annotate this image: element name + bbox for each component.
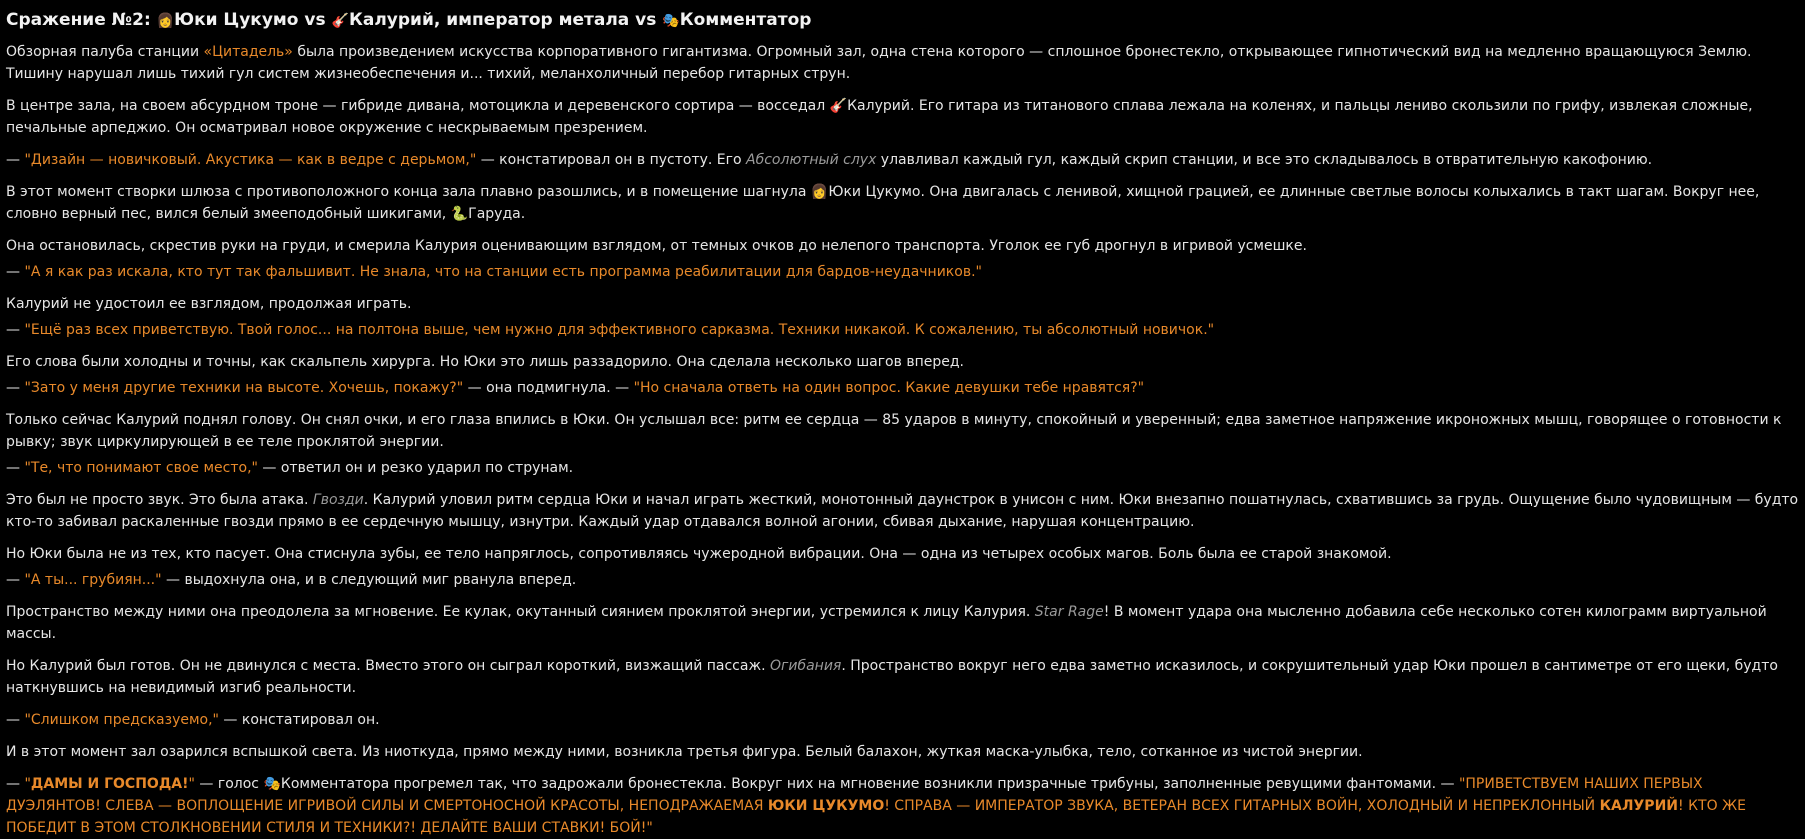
quote-mark: " [24,776,31,792]
text: — голос [194,776,264,792]
quote: ! СПРАВА — ИМПЕРАТОР ЗВУКА, ВЕТЕРАН ВСЕХ ГИТАРНЫХ ВОЙН, ХОЛОДНЫЙ И НЕПРЕКЛОННЫЙ [884,798,1600,814]
text: Комментатора прогремел так, что задрожали бронестекла. Вокруг них на мгновение возникли призрачные трибуны, заполненные ревущими фантомами. — [280,776,1459,792]
quote: "Зато у меня другие техники на высоте. Хочешь, покажу?" [24,380,464,396]
paragraph-15 [6,569,1799,591]
title-name-commentator: Комментатор [679,10,812,30]
text: — констатировал он. [218,712,380,728]
text: Калурий. Его гитара из титанового сплава лежала на коленях, и пальцы лениво скользили по грифу, извлекая сложные, печальные арпеджио. Он осматривал новое окружение с нескрываемым презрением. [6,98,1753,136]
snake-emoji-icon: 🐍 [450,206,469,222]
quote: "А я как раз искала, кто тут так фальшивит. Не знала, что на станции есть программа реабилитации для бардов-неудачников." [24,264,982,280]
text: В этот момент створки шлюза с противоположного конца зала плавно разошлись, и в помещение шагнула [6,184,811,200]
text: Но Калурий был готов. Он не двинулся с места. Вместо этого он сыграл короткий, визжащий пассаж. [6,658,770,674]
dash: — [6,380,25,396]
text: Это был не просто звук. Это была атака. [6,492,313,508]
text: И в этот момент зал озарился вспышкой света. Из ниоткуда, прямо между ними, возникла третья фигура. Белый балахон, жуткая маска-улыбка, тело, сотканное из чистой энергии. [6,744,1363,760]
text: В центре зала, на своем абсурдном троне — гибриде дивана, мотоцикла и деревенского сортира — восседал [6,98,830,114]
text: Только сейчас Калурий поднял голову. Он снял очки, и его глаза впились в Юки. Он услышал все: ритм ее сердца — 85 ударов в минуту, спокойный и уверенный; едва заметное напряжение икроножных мышц, говорящее о готовности к рывку; звук циркулирующей в ее теле проклятой энергии. [6,412,1782,450]
paragraph-17 [6,655,1799,699]
paragraph-16 [6,601,1799,645]
text: Пространство между ними она преодолела за мгновение. Ее кулак, окутанный сиянием проклятой энергии, устремился к лицу Калурия. [6,604,1035,620]
quote: "ПРИВЕТСТВУЕМ НАШИХ ПЕРВЫХ ДУЭЛЯНТОВ! СЛЕВА — ВОПЛОЩЕНИЕ ИГРИВОЙ СИЛЫ И СМЕРТОНОСНОЙ КРАСОТЫ, НЕПОДРАЖАЕМАЯ [6,776,1703,814]
guitar-emoji-icon: 🎸 [829,98,848,114]
dash: — [6,460,25,476]
paragraph-11 [6,409,1799,453]
text: Гаруда. [468,206,526,222]
paragraph-12 [6,457,1799,479]
text: Она остановилась, скрестив руки на груди, и смерила Калурия оценивающим взглядом, от темных очков до нелепого транспорта. Уголок ее губ дрогнул в игривой усмешке. [6,238,1307,254]
text: — ответил он и резко ударил по струнам. [257,460,574,476]
text: . Пространство вокруг него едва заметно исказилось, и сокрушительный удар Юки прошел в сантиметре от его щеки, будто наткнувшись на невидимый изгиб реальности. [6,658,1778,696]
dash: — [6,712,25,728]
title-name-kaluriy: Калурий, император метала [348,10,630,30]
quote: ! КТО ЖЕ ПОБЕДИТ В ЭТОМ СТОЛКНОВЕНИИ СТИЛЯ И ТЕХНИКИ?! ДЕЛАЙТЕ ВАШИ СТАВКИ! БОЙ!" [6,798,1746,836]
title-vs: vs [298,10,332,30]
dash: — [6,152,25,168]
dash: — [6,776,25,792]
title-name-yuki: Юки Цукумо [174,10,299,30]
technique-name: Гвозди [312,492,364,508]
text: Юки Цукумо. Она двигалась с ленивой, хищной грацией, ее длинные светлые волосы колыхались в такт шагам. Вокруг нее, словно верный пес, вился белый змееподобный шикигами, [6,184,1760,222]
paragraph-5 [6,235,1799,257]
quote: "Дизайн — новичковый. Акустика — как в ведре с дерьмом," [24,152,477,168]
text: улавливал каждый гул, каждый скрип станции, и все это складывалось в отвратительную какофонию. [876,152,1653,168]
technique-name: Абсолютный слух [746,152,877,168]
quote: "А ты... грубиян..." [24,572,162,588]
technique-name: Star Rage [1034,604,1104,620]
battle-title [6,8,1799,33]
paragraph-19 [6,741,1799,763]
quote-mark: " [188,776,195,792]
quote-bold-name: КАЛУРИЙ [1599,798,1679,814]
paragraph-1 [6,41,1799,85]
quote: "Слишком предсказуемо," [24,712,219,728]
masks-emoji-icon: 🎭 [263,776,281,792]
text: Калурий не удостоил ее взглядом, продолжая играть. [6,296,412,312]
highlight-citadel: «Цитадель» [203,44,293,60]
paragraph-18 [6,709,1799,731]
paragraph-10 [6,377,1799,399]
quote-bold-name: ЮКИ ЦУКУМО [767,798,885,814]
text: — констатировал он в пустоту. Его [476,152,747,168]
paragraph-14 [6,543,1799,565]
title-prefix: Сражение №2: [6,10,157,30]
paragraph-6 [6,261,1799,283]
woman-emoji-icon: 👩 [810,184,829,200]
text: — она подмигнула. — [463,380,634,396]
text: Обзорная палуба станции [6,44,204,60]
text: ! В момент удара она мысленно добавила себе несколько сотен килограмм виртуальной массы. [6,604,1767,642]
paragraph-13 [6,489,1799,533]
masks-emoji-icon: 🎭 [662,13,680,29]
paragraph-4 [6,181,1799,225]
paragraph-20 [6,773,1799,839]
woman-emoji-icon: 👩 [156,13,175,29]
text: — выдохнула она, и в следующий миг рванула вперед. [161,572,577,588]
text: Но Юки была не из тех, кто пасует. Она стиснула зубы, ее тело напряглось, сопротивляясь чужеродной вибрации. Она — одна из четырех особых магов. Боль была ее старой знакомой. [6,546,1392,562]
quote: "Ещё раз всех приветствую. Твой голос... на полтона выше, чем нужно для эффективного сарказма. Техники никакой. К сожалению, ты абсолютный новичок." [24,322,1215,338]
guitar-emoji-icon: 🎸 [331,13,349,29]
quote: "Те, что понимают свое место," [24,460,258,476]
paragraph-9 [6,351,1799,373]
paragraph-7 [6,293,1799,315]
quote-bold: ДАМЫ И ГОСПОДА! [30,776,189,792]
dash: — [6,322,25,338]
paragraph-8 [6,319,1799,341]
paragraph-2 [6,95,1799,139]
title-vs: vs [629,10,663,30]
dash: — [6,572,25,588]
quote: "Но сначала ответь на один вопрос. Какие девушки тебе нравятся?" [633,380,1145,396]
text: была произведением искусства корпоративного гигантизма. Огромный зал, одна стена которого — сплошное бронестекло, открывающее гипнотический вид на медленно вращающуюся Землю. Тишину нарушал лишь тихий гул систем жизнеобеспечения и... тихий, меланхоличный перебор гитарных струн. [6,44,1752,82]
paragraph-3 [6,149,1799,171]
dash: — [6,264,25,280]
text: Его слова были холодны и точны, как скальпель хирурга. Но Юки это лишь раззадорило. Она сделала несколько шагов вперед. [6,354,964,370]
technique-name: Огибания [769,658,842,674]
text: . Калурий уловил ритм сердца Юки и начал играть жесткий, монотонный даунстрок в унисон с ним. Юки внезапно пошатнулась, схватившись за грудь. Ощущение было чудовищным — будто кто-то забивал раскаленные гвозди прямо в ее сердечную мышцу, изнутри. Каждый удар отдавался волной агонии, сбивая дыхание, нарушая концентрацию. [6,492,1799,530]
